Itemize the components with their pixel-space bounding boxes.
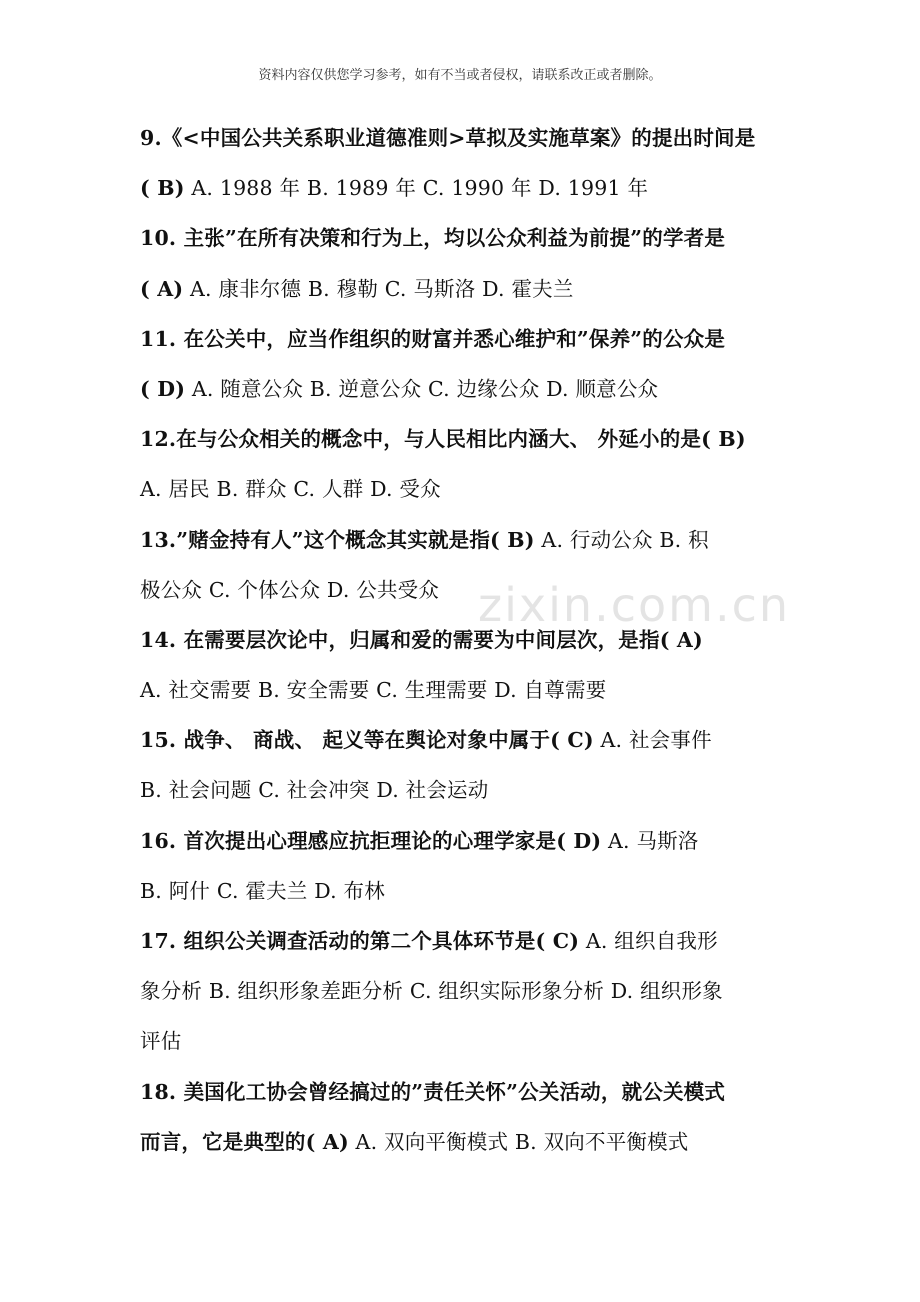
answer-key: ( D): [140, 376, 186, 401]
text-line: [140, 866, 785, 916]
question-text: 11. 在公关中，应当作组织的财富并悉心维护和”保养”的公众是: [140, 326, 726, 351]
options-text: A. 1988 年 B. 1989 年 C. 1990 年 D. 1991 年: [184, 176, 649, 201]
options-text: A. 康非尔德 B. 穆勒 C. 马斯洛 D. 霍夫兰: [183, 276, 574, 301]
text-line: [140, 966, 785, 1016]
question-text: 而言，它是典型的( A): [140, 1129, 349, 1154]
text-line: [140, 665, 785, 715]
options-text: A. 马斯洛: [601, 828, 699, 853]
options-text: A. 组织自我形: [579, 929, 718, 953]
question-text: 13.”赌金持有人”这个概念其实就是指( B): [140, 527, 535, 552]
text-line: [140, 1067, 785, 1117]
watermark: zixin.com.cn: [478, 578, 791, 632]
question-text: 15. 战争、 商战、 起义等在舆论对象中属于( C): [140, 728, 594, 753]
answer-key: ( B): [140, 176, 185, 201]
text-line: [140, 414, 785, 464]
options-text: A. 社交需要 B. 安全需要 C. 生理需要 D. 自尊需要: [140, 678, 607, 703]
options-text: A. 居民 B. 群众 C. 人群 D. 受众: [140, 477, 441, 502]
options-text: A. 行动公众 B. 积: [534, 527, 709, 552]
text-line: [140, 163, 785, 213]
options-text: B. 阿什 C. 霍夫兰 D. 布林: [140, 878, 385, 903]
options-text: 评估: [140, 1029, 182, 1054]
text-line: [140, 264, 785, 314]
header-disclaimer: 资料内容仅供您学习参考，如有不当或者侵权，请联系改正或者删除。: [258, 68, 662, 83]
text-line: [140, 314, 785, 364]
text-line: [140, 515, 785, 565]
text-line: [140, 364, 785, 414]
text-line: [140, 213, 785, 263]
options-text: 象分析 B. 组织形象差距分析 C. 组织实际形象分析 D. 组织形象: [140, 979, 723, 1004]
text-line: [140, 715, 785, 765]
text-line: [140, 1117, 785, 1167]
question-text: 18. 美国化工协会曾经搞过的”责任关怀”公关活动，就公关模式: [140, 1079, 726, 1104]
text-line: [140, 1016, 785, 1066]
options-text: A. 社会事件: [593, 728, 712, 753]
text-line: [140, 615, 785, 665]
text-line: [140, 916, 785, 966]
options-text: A. 双向平衡模式 B. 双向不平衡模式: [348, 1129, 689, 1154]
question-text: 9.《<中国公共关系职业道德准则>草拟及实施草案》的提出时间是: [140, 126, 756, 150]
options-text: 极公众 C. 个体公众 D. 公共受众: [140, 577, 440, 602]
text-line: [140, 765, 785, 815]
question-text: 17. 组织公关调查活动的第二个具体环节是( C): [140, 929, 580, 953]
options-text: A. 随意公众 B. 逆意公众 C. 边缘公众 D. 顺意公众: [185, 376, 659, 401]
question-text: 12.在与公众相关的概念中，与人民相比内涵大、 外延小的是( B): [140, 427, 746, 452]
text-line: [140, 816, 785, 866]
text-line: [140, 113, 785, 163]
question-list: [140, 113, 785, 1167]
question-text: 14. 在需要层次论中，归属和爱的需要为中间层次，是指( A): [140, 627, 703, 652]
answer-key: ( A): [140, 276, 184, 301]
text-line: [140, 464, 785, 514]
options-text: B. 社会问题 C. 社会冲突 D. 社会运动: [140, 778, 489, 803]
question-text: 16. 首次提出心理感应抗拒理论的心理学家是( D): [140, 828, 602, 853]
text-line: [140, 565, 785, 615]
question-text: 10. 主张”在所有决策和行为上，均以公众利益为前提”的学者是: [140, 226, 726, 251]
